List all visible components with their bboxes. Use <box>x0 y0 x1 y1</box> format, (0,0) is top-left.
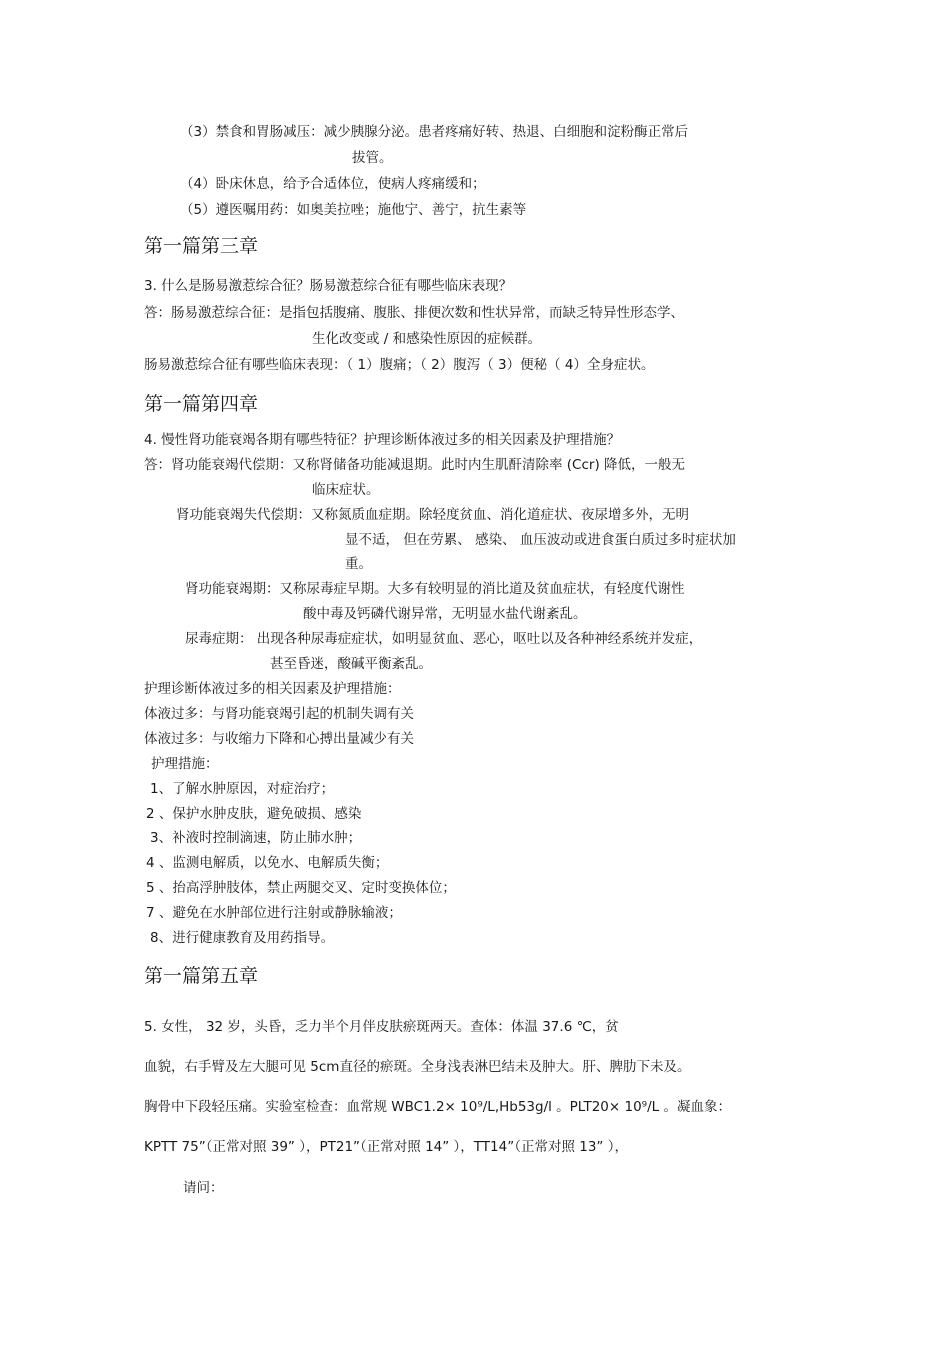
case-5-line-4: KPTT 75”（正常对照 39” ），PT21”（正常对照 14” ），TT14”（正常对照 13” ）， <box>144 1139 628 1155</box>
case-5-question: 请问： <box>183 1180 224 1196</box>
chapter-5-heading: 第一篇第五章 <box>144 965 259 987</box>
measure-7: 7 、避免在水肿部位进行注射或静脉输液； <box>146 905 402 921</box>
answer-4-uremia-cont: 甚至昏迷，酸碱平衡紊乱。 <box>270 656 432 672</box>
answer-3-line-2: 生化改变或 / 和感染性原因的症候群。 <box>312 331 542 347</box>
answer-4-failure-cont: 酸中毒及钙磷代谢异常，无明显水盐代谢紊乱。 <box>303 606 587 622</box>
answer-3-line-1: 答：肠易激惹综合征：是指包括腹痛、腹胀、排便次数和性状异常，而缺乏特异性形态学、 <box>144 305 684 321</box>
measure-8: 8、进行健康教育及用药指导。 <box>150 930 335 946</box>
treatment-item-3-cont: 拔管。 <box>352 150 393 166</box>
measure-5: 5 、抬高浮肿肢体，禁止两腿交叉、定时变换体位； <box>146 880 456 896</box>
answer-3-line-3: 肠易激惹综合征有哪些临床表现：（ 1）腹痛；（ 2）腹泻（ 3）便秘（ 4）全身症状。 <box>144 357 655 373</box>
case-5-line-2: 血貌，右手臂及左大腿可见 5cm直径的瘀斑。全身浅表淋巴结未及肿大。肝、脾肋下未及。 <box>144 1059 691 1075</box>
answer-4-compensated-cont: 临床症状。 <box>312 482 380 498</box>
chapter-3-heading: 第一篇第三章 <box>144 235 259 257</box>
measure-4: 4 、监测电解质，以免水、电解质失衡； <box>146 855 389 871</box>
treatment-item-3: （3）禁食和胃肠减压：减少胰腺分泌。患者疼痛好转、热退、白细胞和淀粉酶正常后 <box>180 124 689 140</box>
treatment-item-5: （5）遵医嘱用药：如奥美拉唑；施他宁、善宁，抗生素等 <box>180 202 527 218</box>
case-5-line-3: 胸骨中下段轻压痛。实验室检查：血常规 WBC1.2× 10⁹/L,Hb53g/l 。PLT20× 10⁹/L 。凝血象： <box>144 1099 731 1115</box>
chapter-4-heading: 第一篇第四章 <box>144 393 259 415</box>
answer-4-decompensated-cont-2: 重。 <box>345 556 372 572</box>
answer-4-compensated: 答：肾功能衰竭代偿期：又称肾储备功能减退期。此时内生肌酐清除率 (Ccr) 降低，一般无 <box>144 457 686 473</box>
measure-1: 1、了解水肿原因，对症治疗； <box>150 781 335 797</box>
nursing-measures-title: 护理措施： <box>151 756 219 772</box>
measure-3: 3、补液时控制滴速，防止肺水肿； <box>150 830 362 846</box>
question-3: 3. 什么是肠易激惹综合征？肠易激惹综合征有哪些临床表现？ <box>144 278 513 294</box>
measure-2: 2 、保护水肿皮肤，避免破损、感染 <box>146 806 362 822</box>
answer-4-decompensated-cont: 显不适， 但在劳累、 感染、 血压波动或进食蛋白质过多时症状加 <box>345 532 736 548</box>
answer-4-failure: 肾功能衰竭期：又称尿毒症早期。大多有较明显的消比道及贫血症状，有轻度代谢性 <box>185 581 685 597</box>
answer-4-decompensated: 肾功能衰竭失代偿期：又称氮质血症期。除轻度贫血、消化道症状、夜尿增多外，无明 <box>176 507 689 523</box>
answer-4-uremia: 尿毒症期： 出现各种尿毒症症状，如明显贫血、恶心，呕吐以及各种神经系统并发症， <box>185 631 703 647</box>
question-4: 4. 慢性肾功能衰竭各期有哪些特征？护理诊断体液过多的相关因素及护理措施？ <box>144 432 621 448</box>
nursing-diagnosis-1: 体液过多：与肾功能衰竭引起的机制失调有关 <box>144 706 414 722</box>
case-5-line-1: 5. 女性， 32 岁，头昏，乏力半个月伴皮肤瘀斑两天。查体：体温 37.6 ℃，贫 <box>144 1019 619 1035</box>
treatment-item-4: （4）卧床休息，给予合适体位，使病人疼痛缓和； <box>180 176 486 192</box>
nursing-diagnosis-title: 护理诊断体液过多的相关因素及护理措施： <box>144 681 401 697</box>
nursing-diagnosis-2: 体液过多：与收缩力下降和心搏出量减少有关 <box>144 731 414 747</box>
